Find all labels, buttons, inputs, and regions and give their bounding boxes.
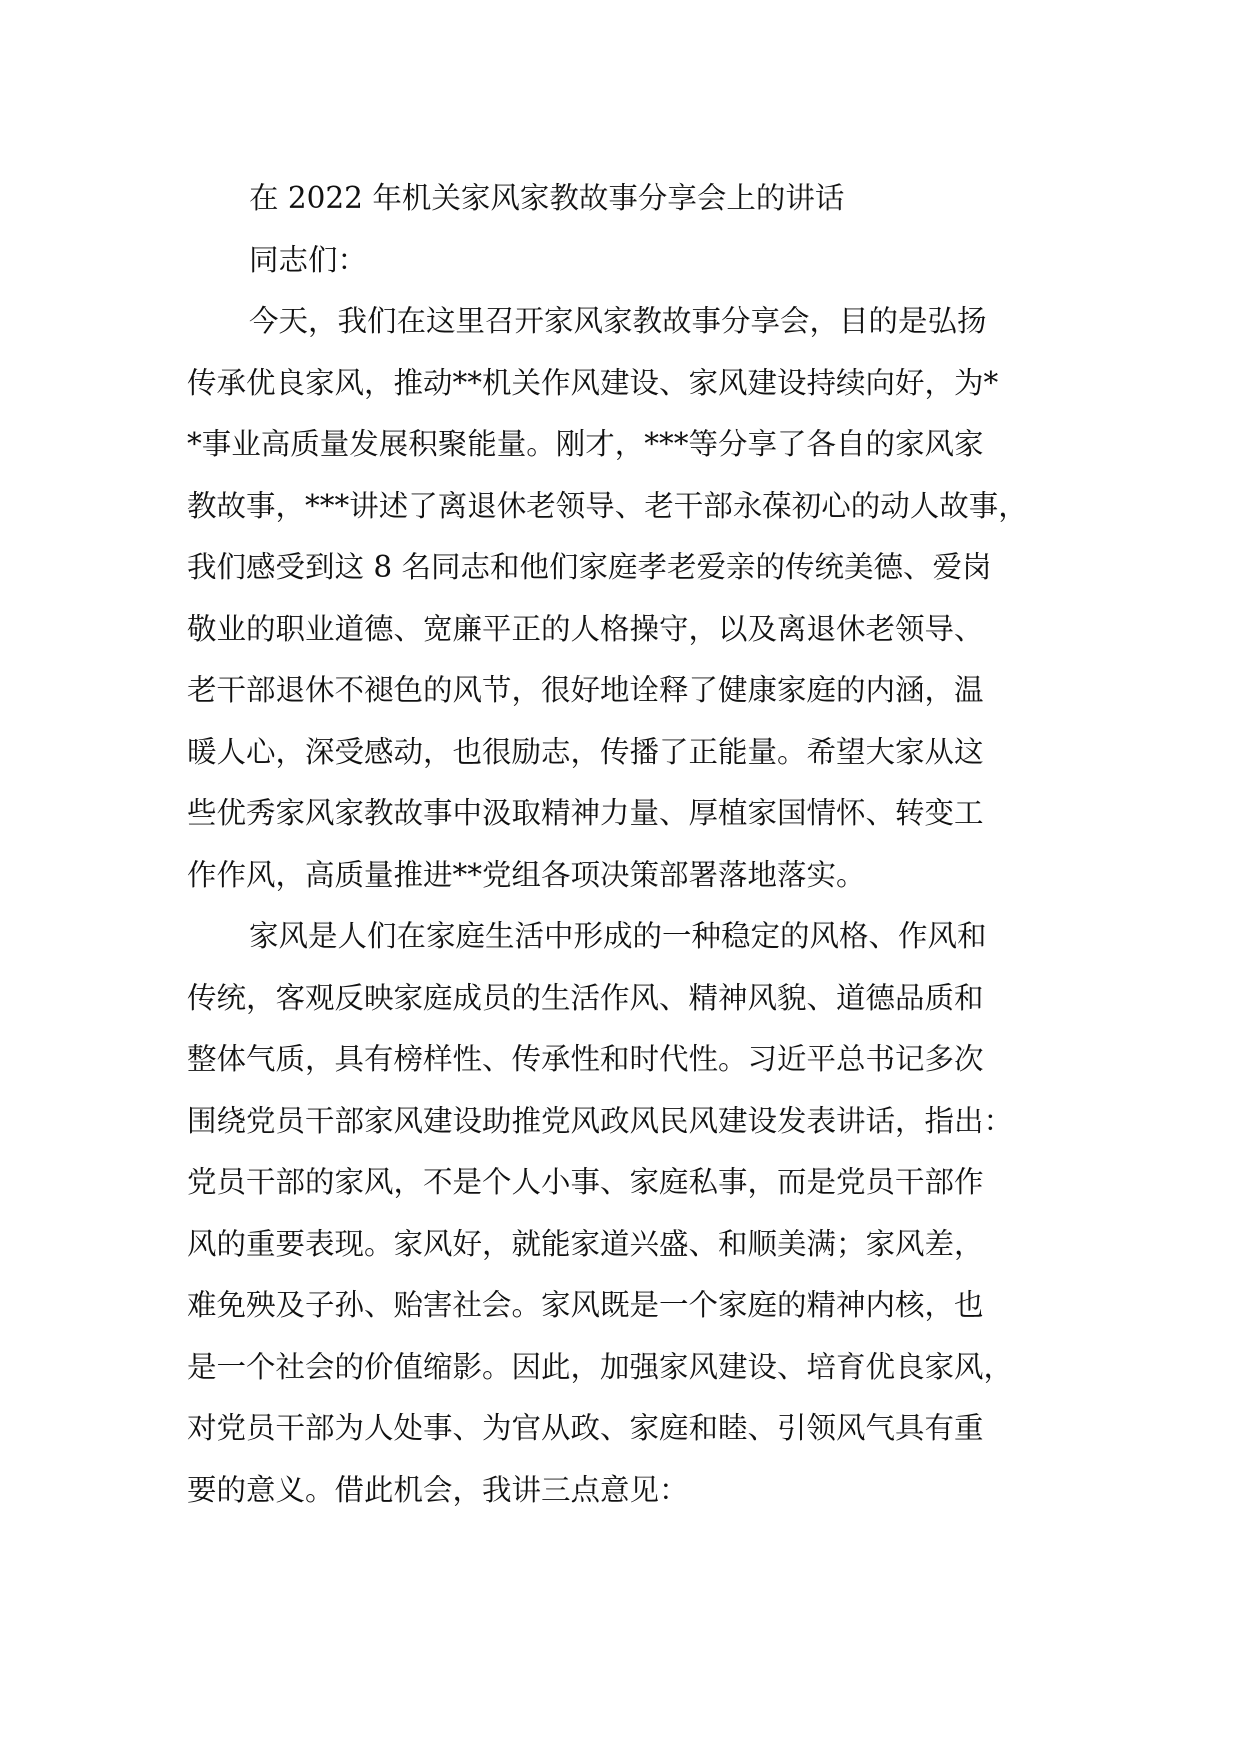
paragraph-line: 教故事，***讲述了离退休老领导、老干部永葆初心的动人故事， bbox=[187, 488, 1028, 523]
document-body bbox=[187, 168, 1087, 1521]
paragraph-line: 暖人心，深受感动，也很励志，传播了正能量。希望大家从这 bbox=[187, 734, 984, 769]
paragraph-line: 整体气质，具有榜样性、传承性和时代性。习近平总书记多次 bbox=[187, 1042, 984, 1076]
paragraph-line: 要的意义。借此机会，我讲三点意见： bbox=[187, 1472, 689, 1507]
paragraph-line: 是一个社会的价值缩影。因此，加强家风建设、培育优良家风， bbox=[187, 1349, 1014, 1384]
paragraph-line: 风的重要表现。家风好，就能家道兴盛、和顺美满；家风差， bbox=[187, 1226, 984, 1261]
paragraph-line: 今天，我们在这里召开家风家教故事分享会，目的是弘扬 bbox=[249, 304, 987, 338]
paragraph-line: *事业高质量发展积聚能量。刚才，***等分享了各自的家风家 bbox=[187, 427, 984, 461]
paragraph-line: 老干部退休不褪色的风节，很好地诠释了健康家庭的内涵，温 bbox=[187, 673, 984, 707]
paragraph-2 bbox=[187, 906, 1087, 1521]
paragraph-1 bbox=[187, 291, 1087, 906]
paragraph-line: 我们感受到这 8 名同志和他们家庭孝老爱亲的传统美德、爱岗 bbox=[187, 550, 992, 584]
paragraph-line: 对党员干部为人处事、为官从政、家庭和睦、引领风气具有重 bbox=[187, 1411, 984, 1445]
document-title: 在 2022 年机关家风家教故事分享会上的讲话 bbox=[249, 181, 845, 215]
paragraph-line: 敬业的职业道德、宽廉平正的人格操守，以及离退休老领导、 bbox=[187, 611, 984, 646]
paragraph-line: 些优秀家风家教故事中汲取精神力量、厚植家国情怀、转变工 bbox=[187, 796, 984, 830]
paragraph-line: 围绕党员干部家风建设助推党风政风民风建设发表讲话，指出： bbox=[187, 1103, 1014, 1138]
paragraph-line: 难免殃及子孙、贻害社会。家风既是一个家庭的精神内核，也 bbox=[187, 1288, 984, 1322]
paragraph-line: 作作风，高质量推进**党组各项决策部署落地落实。 bbox=[187, 857, 866, 892]
salutation: 同志们： bbox=[249, 242, 368, 277]
paragraph-line: 党员干部的家风，不是个人小事、家庭私事，而是党员干部作 bbox=[187, 1165, 984, 1199]
paragraph-line: 家风是人们在家庭生活中形成的一种稳定的风格、作风和 bbox=[249, 919, 987, 953]
paragraph-line: 传统，客观反映家庭成员的生活作风、精神风貌、道德品质和 bbox=[187, 980, 984, 1015]
paragraph-line: 传承优良家风，推动**机关作风建设、家风建设持续向好，为* bbox=[187, 365, 999, 400]
